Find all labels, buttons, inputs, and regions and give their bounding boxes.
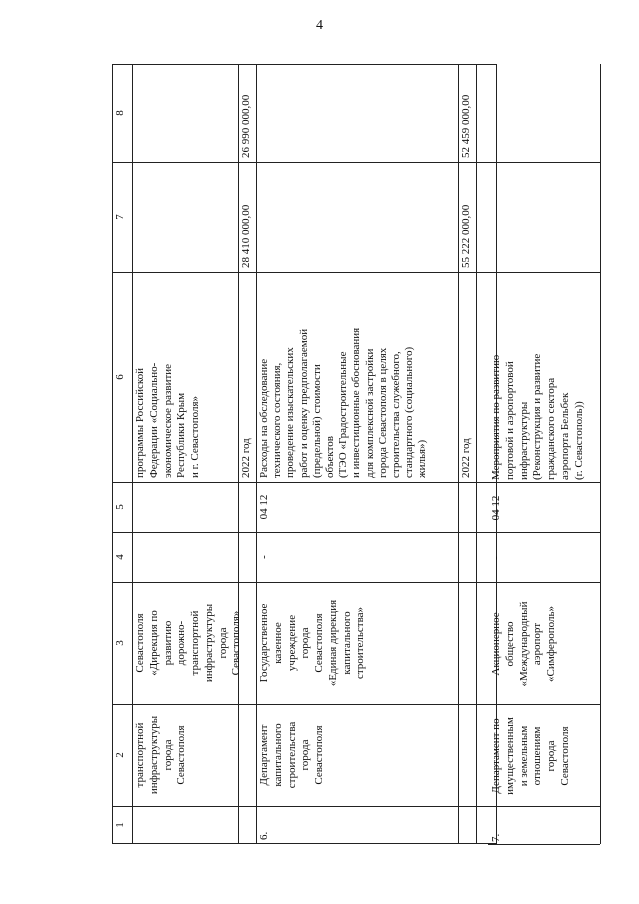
header-cell: 4 bbox=[114, 554, 126, 560]
cell-recipient: Акционерное общество «Международный аэропорт «Симферополь» bbox=[490, 601, 557, 687]
cell-amount-7: 28 410 000,00 bbox=[240, 204, 252, 268]
cell-purpose: программы Российской Федерации «Социально- экономическое развитие Республики Крым и г. Севастополя» bbox=[134, 362, 201, 478]
cell-recipient: Севастополя «Дирекция по развитию дорожно- транспортной инфраструктуры города Севастополя» bbox=[134, 603, 243, 683]
cell-purpose: Расходы на обследование технического состояния, проведение изыскательских работ и оценку предполагаемой (предельной) стоимости объектов (ТЭО «Градостроительные и инвестиционные обоснования для комплексной застройки города Севастополя в целях строительства служебного, стандартного (социального) жилья») bbox=[258, 327, 429, 478]
cell-amount-7: 55 222 000,00 bbox=[460, 204, 472, 268]
header-cell: 2 bbox=[114, 752, 126, 758]
header-cell: 7 bbox=[114, 214, 126, 220]
header-cell: 6 bbox=[114, 374, 126, 380]
header-cell: 3 bbox=[114, 640, 126, 646]
cell-row-number: 7. bbox=[490, 833, 502, 842]
cell-department: Департамент капитального строительства города Севастополя bbox=[258, 721, 325, 789]
header-cell: 1 bbox=[114, 822, 126, 828]
header-cell: 5 bbox=[114, 504, 126, 510]
cell-year: 2022 год bbox=[460, 438, 472, 478]
cell-amount-8: 52 459 000,00 bbox=[460, 94, 472, 158]
cell-department: Департамент по имущественным и земельным отношениям города Севастополя bbox=[490, 717, 571, 795]
cell-col4: - bbox=[490, 556, 502, 560]
cell-recipient: Государственное казенное учреждение города Севастополя «Единая дирекция капитального строительства» bbox=[258, 599, 367, 687]
cell-purpose: Мероприятия по развитию портовой и аэропортовой инфраструктуры (Реконструкция и развитие гражданского сектора аэропорта Бельбек (г. Севастополь)) bbox=[490, 353, 585, 480]
cell-year: 2022 год bbox=[240, 438, 252, 478]
cell-row-number: 6. bbox=[258, 831, 270, 840]
cell-department: транспортной инфраструктуры города Севастополя bbox=[134, 715, 188, 795]
cell-amount-8: 26 990 000,00 bbox=[240, 94, 252, 158]
page-number: 4 bbox=[316, 18, 323, 33]
cell-code: 04 12 bbox=[258, 494, 270, 520]
header-cell: 8 bbox=[114, 110, 126, 116]
cell-col4: - bbox=[258, 555, 270, 559]
rotated-table-container bbox=[112, 64, 496, 844]
cell-code: 04 12 bbox=[490, 495, 502, 521]
